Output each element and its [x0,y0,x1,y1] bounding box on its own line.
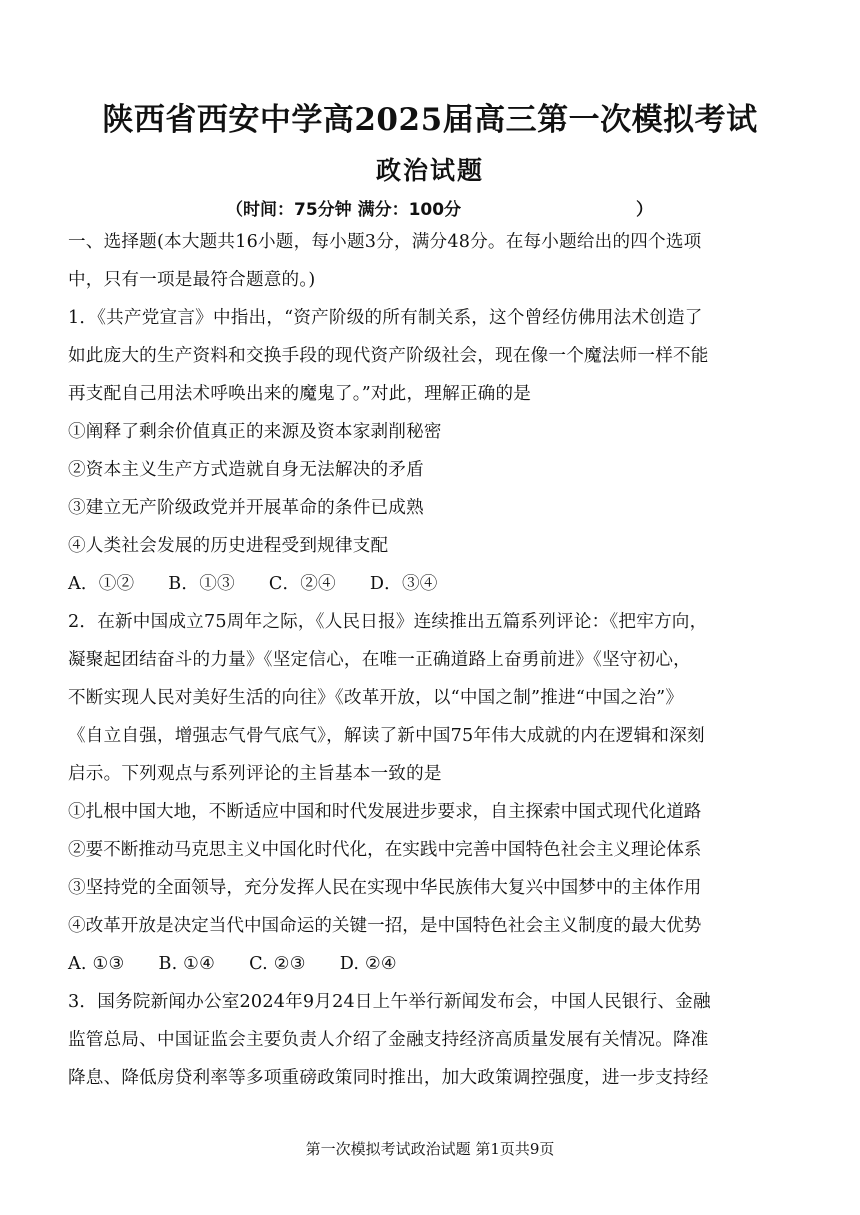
page-title: 陕西省西安中学高2025届高三第一次模拟考试 [102,102,758,138]
option-b: B. ①④ [158,954,216,974]
option-b: B．①③ [168,574,235,594]
statement-item: ④改革开放是决定当代中国命运的关键一招，是中国特色社会主义制度的最大优势 [68,916,702,936]
page-footer: 第一次模拟考试政治试题 第1页共9页 [305,1140,555,1158]
exam-time-info [226,198,653,222]
statement-item: ①扎根中国大地，不断适应中国和时代发展进步要求，自主探索中国式现代化道路 [68,802,702,822]
option-a: A. ①③ [68,954,125,974]
option-d: D．③④ [369,574,438,594]
time-info-text: （时间：75分钟 满分：100分 [226,200,462,220]
question-stem-line: 《自立自强，增强志气骨气底气》，解读了新中国75年伟大成就的内在逻辑和深刻 [68,726,705,746]
question-stem-line: 2．在新中国成立75周年之际，《人民日报》连续推出五篇系列评论：《把牢方向， [68,612,708,632]
question-stem-line: 监管总局、中国证监会主要负责人介绍了金融支持经济高质量发展有关情况。降准 [68,1030,709,1050]
section-heading-line: 一、选择题(本大题共16小题，每小题3分，满分48分。在每小题给出的四个选项 [68,232,702,252]
question-stem-line: 再支配自己用法术呼唤出来的魔鬼了。”对此，理解正确的是 [68,384,532,404]
statement-item: ②资本主义生产方式造就自身无法解决的矛盾 [68,460,424,480]
option-d: D. ②④ [339,954,397,974]
question-stem-line: 3．国务院新闻办公室2024年9月24日上午举行新闻发布会，中国人民银行、金融 [68,992,711,1012]
question-1 [68,299,798,603]
exam-body [68,223,798,1097]
page-subtitle: 政治试题 [375,156,484,185]
option-c: C．②④ [268,574,336,594]
answer-options [68,565,798,603]
question-stem-line: 不断实现人民对美好生活的向往》《改革开放，以“中国之制”推进“中国之治”》 [68,688,684,708]
time-info-close-paren: ） [636,200,653,220]
option-a: A．①② [68,574,135,594]
option-c: C. ②③ [249,954,306,974]
statement-item: ③建立无产阶级政党并开展革命的条件已成熟 [68,498,424,518]
statement-item: ②要不断推动马克思主义中国化时代化，在实践中完善中国特色社会主义理论体系 [68,840,702,860]
question-stem-line: 凝聚起团结奋斗的力量》《坚定信心，在唯一正确道路上奋勇前进》《坚守初心， [68,650,691,670]
statement-item: ①阐释了剩余价值真正的来源及资本家剥削秘密 [68,422,442,442]
question-stem-line: 降息、降低房贷利率等多项重磅政策同时推出，加大政策调控强度，进一步支持经 [68,1068,709,1088]
section-heading [68,223,798,299]
question-stem-line: 1．《共产党宣言》中指出，“资产阶级的所有制关系，这个曾经仿佛用法术创造了 [68,308,703,328]
answer-options [68,945,798,983]
statement-item: ④人类社会发展的历史进程受到规律支配 [68,536,389,556]
question-stem-line: 启示。下列观点与系列评论的主旨基本一致的是 [68,764,442,784]
statement-item: ③坚持党的全面领导，充分发挥人民在实现中华民族伟大复兴中国梦中的主体作用 [68,878,702,898]
question-stem-line: 如此庞大的生产资料和交换手段的现代资产阶级社会，现在像一个魔法师一样不能 [68,346,709,366]
section-heading-line: 中，只有一项是最符合题意的。) [68,270,316,290]
question-2 [68,603,798,983]
question-3 [68,983,798,1097]
